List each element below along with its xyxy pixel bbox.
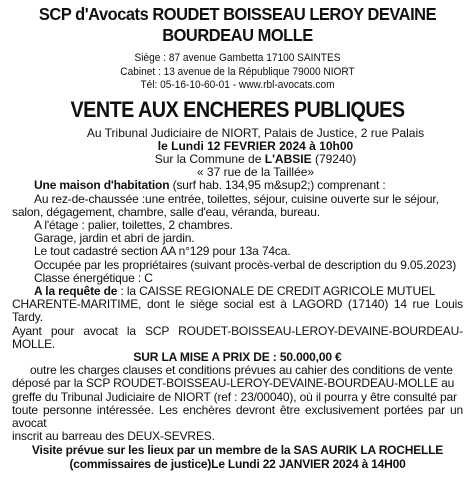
- visit-line1: Visite prévue sur les lieux par un membre de la SAS AURIK LA ROCHELLE: [31, 443, 444, 458]
- property-rdc-line1: Au rez-de-chaussée :une entrée, toilettes, séjour, cuisine ouverte sur le séjour,: [34, 191, 439, 206]
- requete-line2: CHARENTE-MARITIME, dont le siège social est à LAGORD (17140) 14 rue Louis Tardy.: [12, 297, 463, 325]
- firm-name-line1: SCP d'Avocats ROUDET BOISSEAU LEROY DEVAINE: [38, 4, 437, 24]
- property-rdc-line2: salon, dégagement, chambre, salle d'eau, véranda, bureau.: [12, 204, 320, 219]
- venue-commune: Sur la Commune de L'ABSIE (79240): [154, 151, 357, 166]
- requete-line1: A la requête de : la CAISSE REGIONALE DE CREDIT AGRICOLE MUTUEL: [34, 283, 436, 298]
- property-description: [12, 179, 463, 285]
- firm-cabinet: Cabinet : 13 avenue de la République 79000 NIORT: [120, 65, 355, 78]
- firm-header: [12, 4, 463, 93]
- firm-name-line2: BOURDEAU MOLLE: [162, 25, 313, 45]
- requete-line3: Ayant pour avocat la SCP ROUDET-BOISSEAU-LEROY-DEVAINE-BOURDEAU-MOLLE.: [12, 323, 463, 351]
- property-heading: [12, 179, 463, 192]
- conditions-line1: outre les charges clauses et conditions prévues au cahier des conditions de vente: [30, 363, 453, 378]
- property-etage: A l'étage : palier, toilettes, 2 chambres.: [34, 217, 233, 232]
- notice-title: VENTE AUX ENCHERES PUBLIQUES: [70, 96, 405, 122]
- conditions-block: [12, 364, 463, 443]
- property-label: Une maison d'habitation: [34, 178, 170, 193]
- requete-label: A la requête de: [34, 283, 118, 298]
- requete-block: [12, 285, 463, 351]
- venue-tribunal: Au Tribunal Judiciaire de NIORT, Palais de Justice, 2 rue Palais: [86, 125, 425, 140]
- auction-date: le Lundi 12 FEVRIER 2024 à 10h00: [157, 138, 354, 153]
- conditions-line2: déposé par la SCP ROUDET-BOISSEAU-LEROY-DEVAINE-BOURDEAU-MOLLE au: [12, 376, 455, 391]
- firm-siege: Siège : 87 avenue Gambetta 17100 SAINTES: [134, 52, 341, 64]
- property-cadastre: Le tout cadastré section AA n°129 pour 13a 74ca.: [34, 244, 291, 259]
- property-garage: Garage, jardin et abri de jardin.: [34, 231, 195, 246]
- visit-line2: (commissaires de justice)Le Lundi 22 JANVIER 2024 à 14H00: [69, 456, 406, 471]
- conditions-line4: toute personne intéressée. Les enchères devront être exclusivement portées par un avocat: [12, 402, 463, 430]
- commune-name: L'ABSIE: [264, 151, 312, 166]
- property-address: « 37 rue de la Taillée»: [196, 165, 315, 180]
- conditions-line5: inscrit au barreau des DEUX-SEVRES.: [12, 429, 215, 444]
- property-surface: (surf hab. 134,95 m&sup2;) comprenant :: [169, 178, 386, 193]
- venue-block: [12, 127, 463, 180]
- visit-block: [12, 444, 463, 471]
- property-energy-class: Classe énergétique : C: [34, 270, 153, 285]
- conditions-line3: greffe du Tribunal Judiciaire de NIORT (ref : 23/00040), où il pourra y être consulté par: [12, 389, 457, 404]
- property-occupation: Occupée par les propriétaires (suivant procès-verbal de description du 9.05.2023): [34, 257, 457, 272]
- firm-phone-web: Tél: 05-16-10-60-01 - www.rbl-avocats.com: [140, 79, 335, 91]
- firm-contact-block: [30, 52, 445, 93]
- starting-price: SUR LA MISE A PRIX DE : 50.000,00 €: [133, 349, 342, 364]
